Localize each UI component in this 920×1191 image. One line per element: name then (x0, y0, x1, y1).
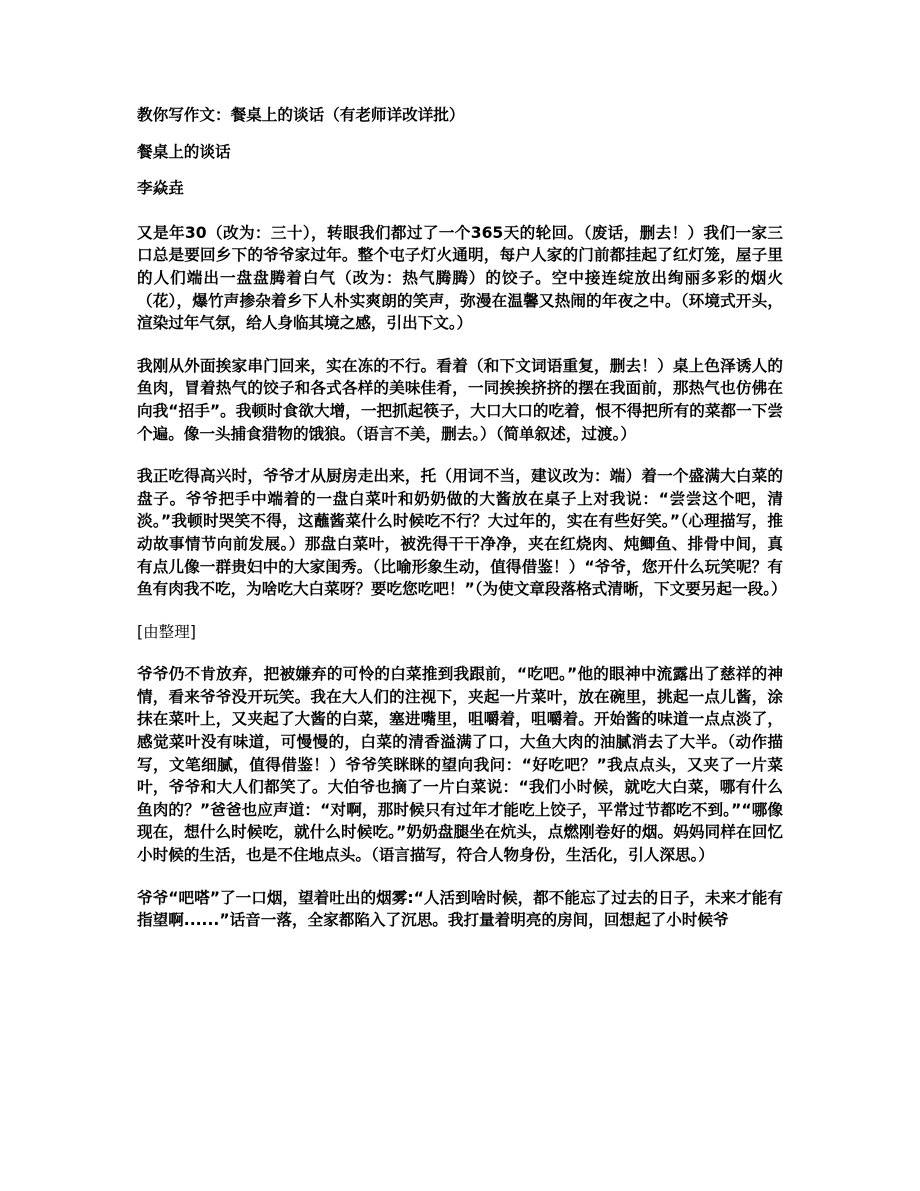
paragraph-1: 又是年30（改为：三十），转眼我们都过了一个365天的轮回。（废话，删去！）我们一家三口总是要回乡下的爷爷家过年。整个屯子灯火通明，每户人家的门前都挂起了红灯笼，屋子里的人们端出一盘盘腾着白气（改为：热气腾腾）的饺子。空中接连绽放出绚丽多彩的烟火（花），爆竹声掺杂着乡下人朴实爽朗的笑声，弥漫在温馨又热闹的年夜之中。（环境式开头，渲染过年气氛，给人身临其境之感，引出下文。） (137, 223, 783, 333)
paragraph-4: 爷爷仍不肯放弃，把被嫌弃的可怜的白菜推到我跟前，“吃吧。”他的眼神中流露出了慈祥的神情，看来爷爷没开玩笑。我在大人们的注视下，夹起一片菜叶，放在碗里，挑起一点儿酱，涂抹在菜叶上，又夹起了大酱的白菜，塞进嘴里，咀嚼着，咀嚼着。开始酱的味道一点点淡了，感觉菜叶没有味道，可慢慢的，白菜的清香溢满了口，大鱼大肉的油腻消去了大半。（动作描写，文笔细腻，值得借鉴！）爷爷笑眯眯的望向我问：“好吃吧？”我点点头，又夹了一片菜叶，爷爷和大人们都笑了。大伯爷也摘了一片白菜说：“我们小时候，就吃大白菜，哪有什么鱼肉的？”爸爸也应声道：“对啊，那时候只有过年才能吃上饺子，平常过节都吃不到。”“哪像现在，想什么时候吃，就什么时候吃。”奶奶盘腿坐在炕头，点燃刚卷好的烟。妈妈同样在回忆小时候的生活，也是不住地点头。（语言描写，符合人物身份，生活化，引人深思。） (137, 665, 783, 865)
paragraph-3: 我正吃得高兴时，爷爷才从厨房走出来，托（用词不当，建议改为：端）着一个盛满大白菜的盘子。爷爷把手中端着的一盘白菜叶和奶奶做的大酱放在桌子上对我说：“尝尝这个吧，清淡。”我顿时哭笑不得，这蘸酱菜什么时候吃不行？大过年的，实在有些好笑。”（心理描写，推动故事情节向前发展。）那盘白菜叶，被洗得干干净净，夹在红烧肉、炖鲫鱼、排骨中间，真有点儿像一群贵妇中的大家闺秀。（比喻形象生动，值得借鉴！）“爷爷，您开什么玩笑呢？有鱼有肉我不吃，为啥吃大白菜呀？要吃您吃吧！”（为使文章段落格式清晰，下文要另起一段。） (137, 467, 787, 599)
document-title: 教你写作文：餐桌上的谈话（有老师详改详批） (137, 106, 465, 124)
paragraph-5: 爷爷“吧嗒”了一口烟，望着吐出的烟雾:“人活到啥时候，都不能忘了过去的日子，未来才能有指望啊......”话音一落，全家都陷入了沉思。我打量着明亮的房间，回想起了小时候爷 (137, 888, 783, 930)
paragraph-2: 我刚从外面挨家串门回来，实在冻的不行。看着（和下文词语重复，删去！）桌上色泽诱人的鱼肉，冒着热气的饺子和各式各样的美味佳肴，一同挨挨挤挤的摆在我面前，那热气也仿佛在向我“招手”。我顿时食欲大增，一把抓起筷子，大口大口的吃着，恨不得把所有的菜都一下尝个遍。像一头捕食猎物的饿狼。（语言不美，删去。）（简单叙述，过渡。） (137, 356, 783, 443)
source-note: [由整理] (137, 622, 196, 641)
essay-title: 餐桌上的谈话 (137, 142, 231, 161)
author-name: 李焱垚 (137, 179, 184, 198)
document-body (137, 104, 787, 932)
